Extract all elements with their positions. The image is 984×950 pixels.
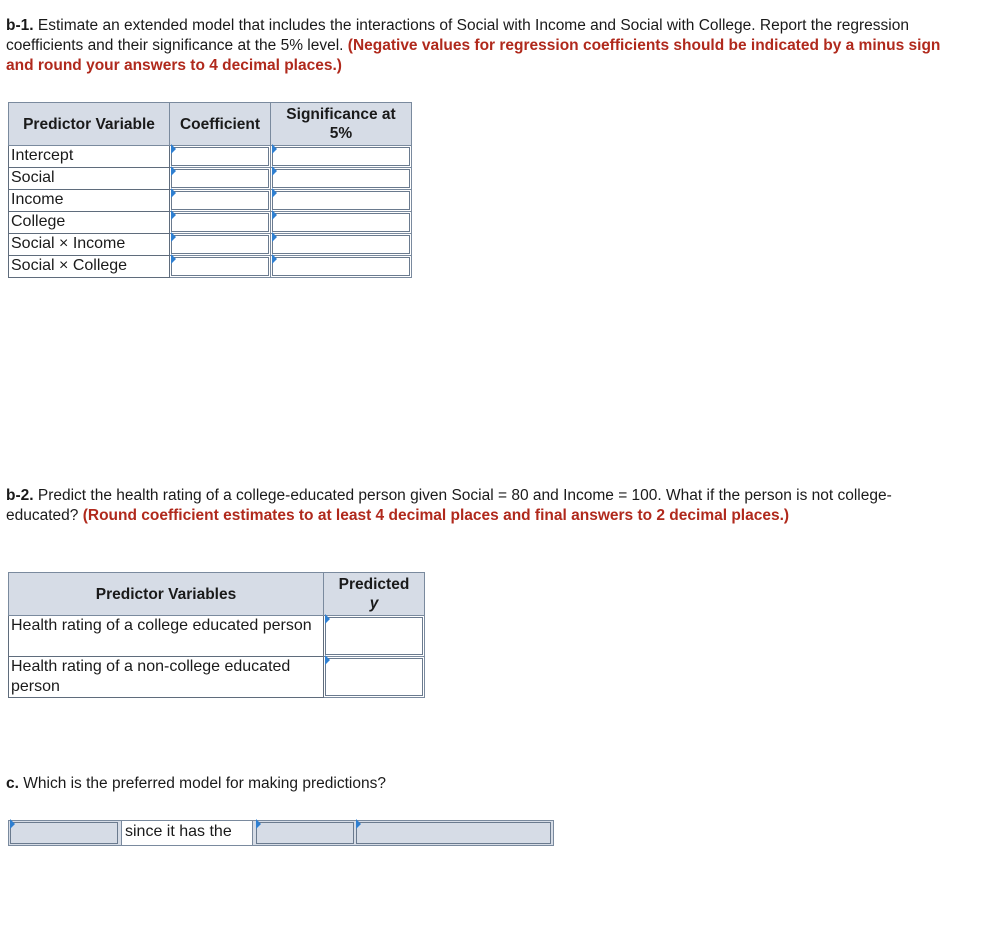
header-coefficient: Coefficient	[170, 103, 271, 146]
predicted-input-college-educated[interactable]	[325, 617, 423, 655]
row-label-intercept: Intercept	[9, 146, 170, 168]
input-marker-icon	[325, 614, 330, 624]
coefficients-table	[8, 102, 412, 278]
question-c-label: c.	[6, 775, 19, 792]
input-marker-icon	[171, 144, 176, 154]
significance-select-social[interactable]	[272, 169, 410, 188]
row-label-college-educated: Health rating of a college educated person	[9, 616, 324, 657]
significance-select-social-college[interactable]	[272, 257, 410, 276]
coefficient-input-social-college[interactable]	[171, 257, 269, 276]
question-b1-text: Estimate an extended model that includes the interactions of Social with Income and Social with College. Report the regression coefficients and their significance at the 5% level.	[6, 17, 909, 54]
input-marker-icon	[171, 232, 176, 242]
preferred-model-select[interactable]	[10, 822, 118, 844]
input-marker-icon	[325, 655, 330, 665]
answer-row-c	[8, 820, 554, 846]
row-label-social-college: Social × College	[9, 256, 170, 278]
significance-select-intercept[interactable]	[272, 147, 410, 166]
significance-select-social-income[interactable]	[272, 235, 410, 254]
dropdown-marker-icon	[272, 188, 277, 198]
header-predicted-label: Predicted	[338, 576, 410, 593]
question-b1	[6, 16, 946, 76]
coefficient-input-intercept[interactable]	[171, 147, 269, 166]
row-label-non-college-educated: Health rating of a non-college educated person	[9, 657, 324, 698]
question-b2-text: Predict the health rating of a college-educated person given Social = 80 and Income = 100. What if the person is not college-educated?	[6, 487, 892, 524]
row-label-college: College	[9, 212, 170, 234]
header-predictor-variable: Predictor Variable	[9, 103, 170, 146]
header-predicted-y	[324, 573, 425, 616]
input-marker-icon	[171, 210, 176, 220]
reason-select[interactable]	[256, 822, 354, 844]
question-b2-note: (Round coefficient estimates to at least 4 decimal places and final answers to 2 decimal places.)	[82, 507, 790, 524]
question-c-text: Which is the preferred model for making predictions?	[18, 775, 386, 792]
significance-select-college[interactable]	[272, 213, 410, 232]
row-label-social-income: Social × Income	[9, 234, 170, 256]
coefficient-input-social[interactable]	[171, 169, 269, 188]
dropdown-marker-icon	[256, 819, 261, 829]
input-marker-icon	[171, 254, 176, 264]
question-b1-label: b-1.	[6, 17, 34, 34]
question-b2	[6, 486, 946, 526]
significance-select-income[interactable]	[272, 191, 410, 210]
question-b1-note: (Negative values for regression coefficients should be indicated by a minus sign and round your answers to 4 decimal places.)	[6, 37, 941, 74]
row-label-income: Income	[9, 190, 170, 212]
question-c	[6, 774, 946, 794]
since-it-has-the-text: since it has the	[121, 821, 253, 845]
predicted-input-non-college-educated[interactable]	[325, 658, 423, 696]
coefficient-input-social-income[interactable]	[171, 235, 269, 254]
dropdown-marker-icon	[356, 819, 361, 829]
coefficient-input-college[interactable]	[171, 213, 269, 232]
dropdown-marker-icon	[272, 166, 277, 176]
coefficient-input-income[interactable]	[171, 191, 269, 210]
header-y-symbol: y	[369, 595, 379, 612]
header-predictor-variables: Predictor Variables	[9, 573, 324, 616]
prediction-table	[8, 572, 425, 698]
row-label-social: Social	[9, 168, 170, 190]
input-marker-icon	[171, 166, 176, 176]
input-marker-icon	[171, 188, 176, 198]
dropdown-marker-icon	[272, 144, 277, 154]
dropdown-marker-icon	[272, 210, 277, 220]
dropdown-marker-icon	[272, 254, 277, 264]
dropdown-marker-icon	[272, 232, 277, 242]
dropdown-marker-icon	[10, 819, 15, 829]
question-b2-label: b-2.	[6, 487, 34, 504]
reason-detail-select[interactable]	[356, 822, 551, 844]
header-significance: Significance at 5%	[271, 103, 412, 146]
